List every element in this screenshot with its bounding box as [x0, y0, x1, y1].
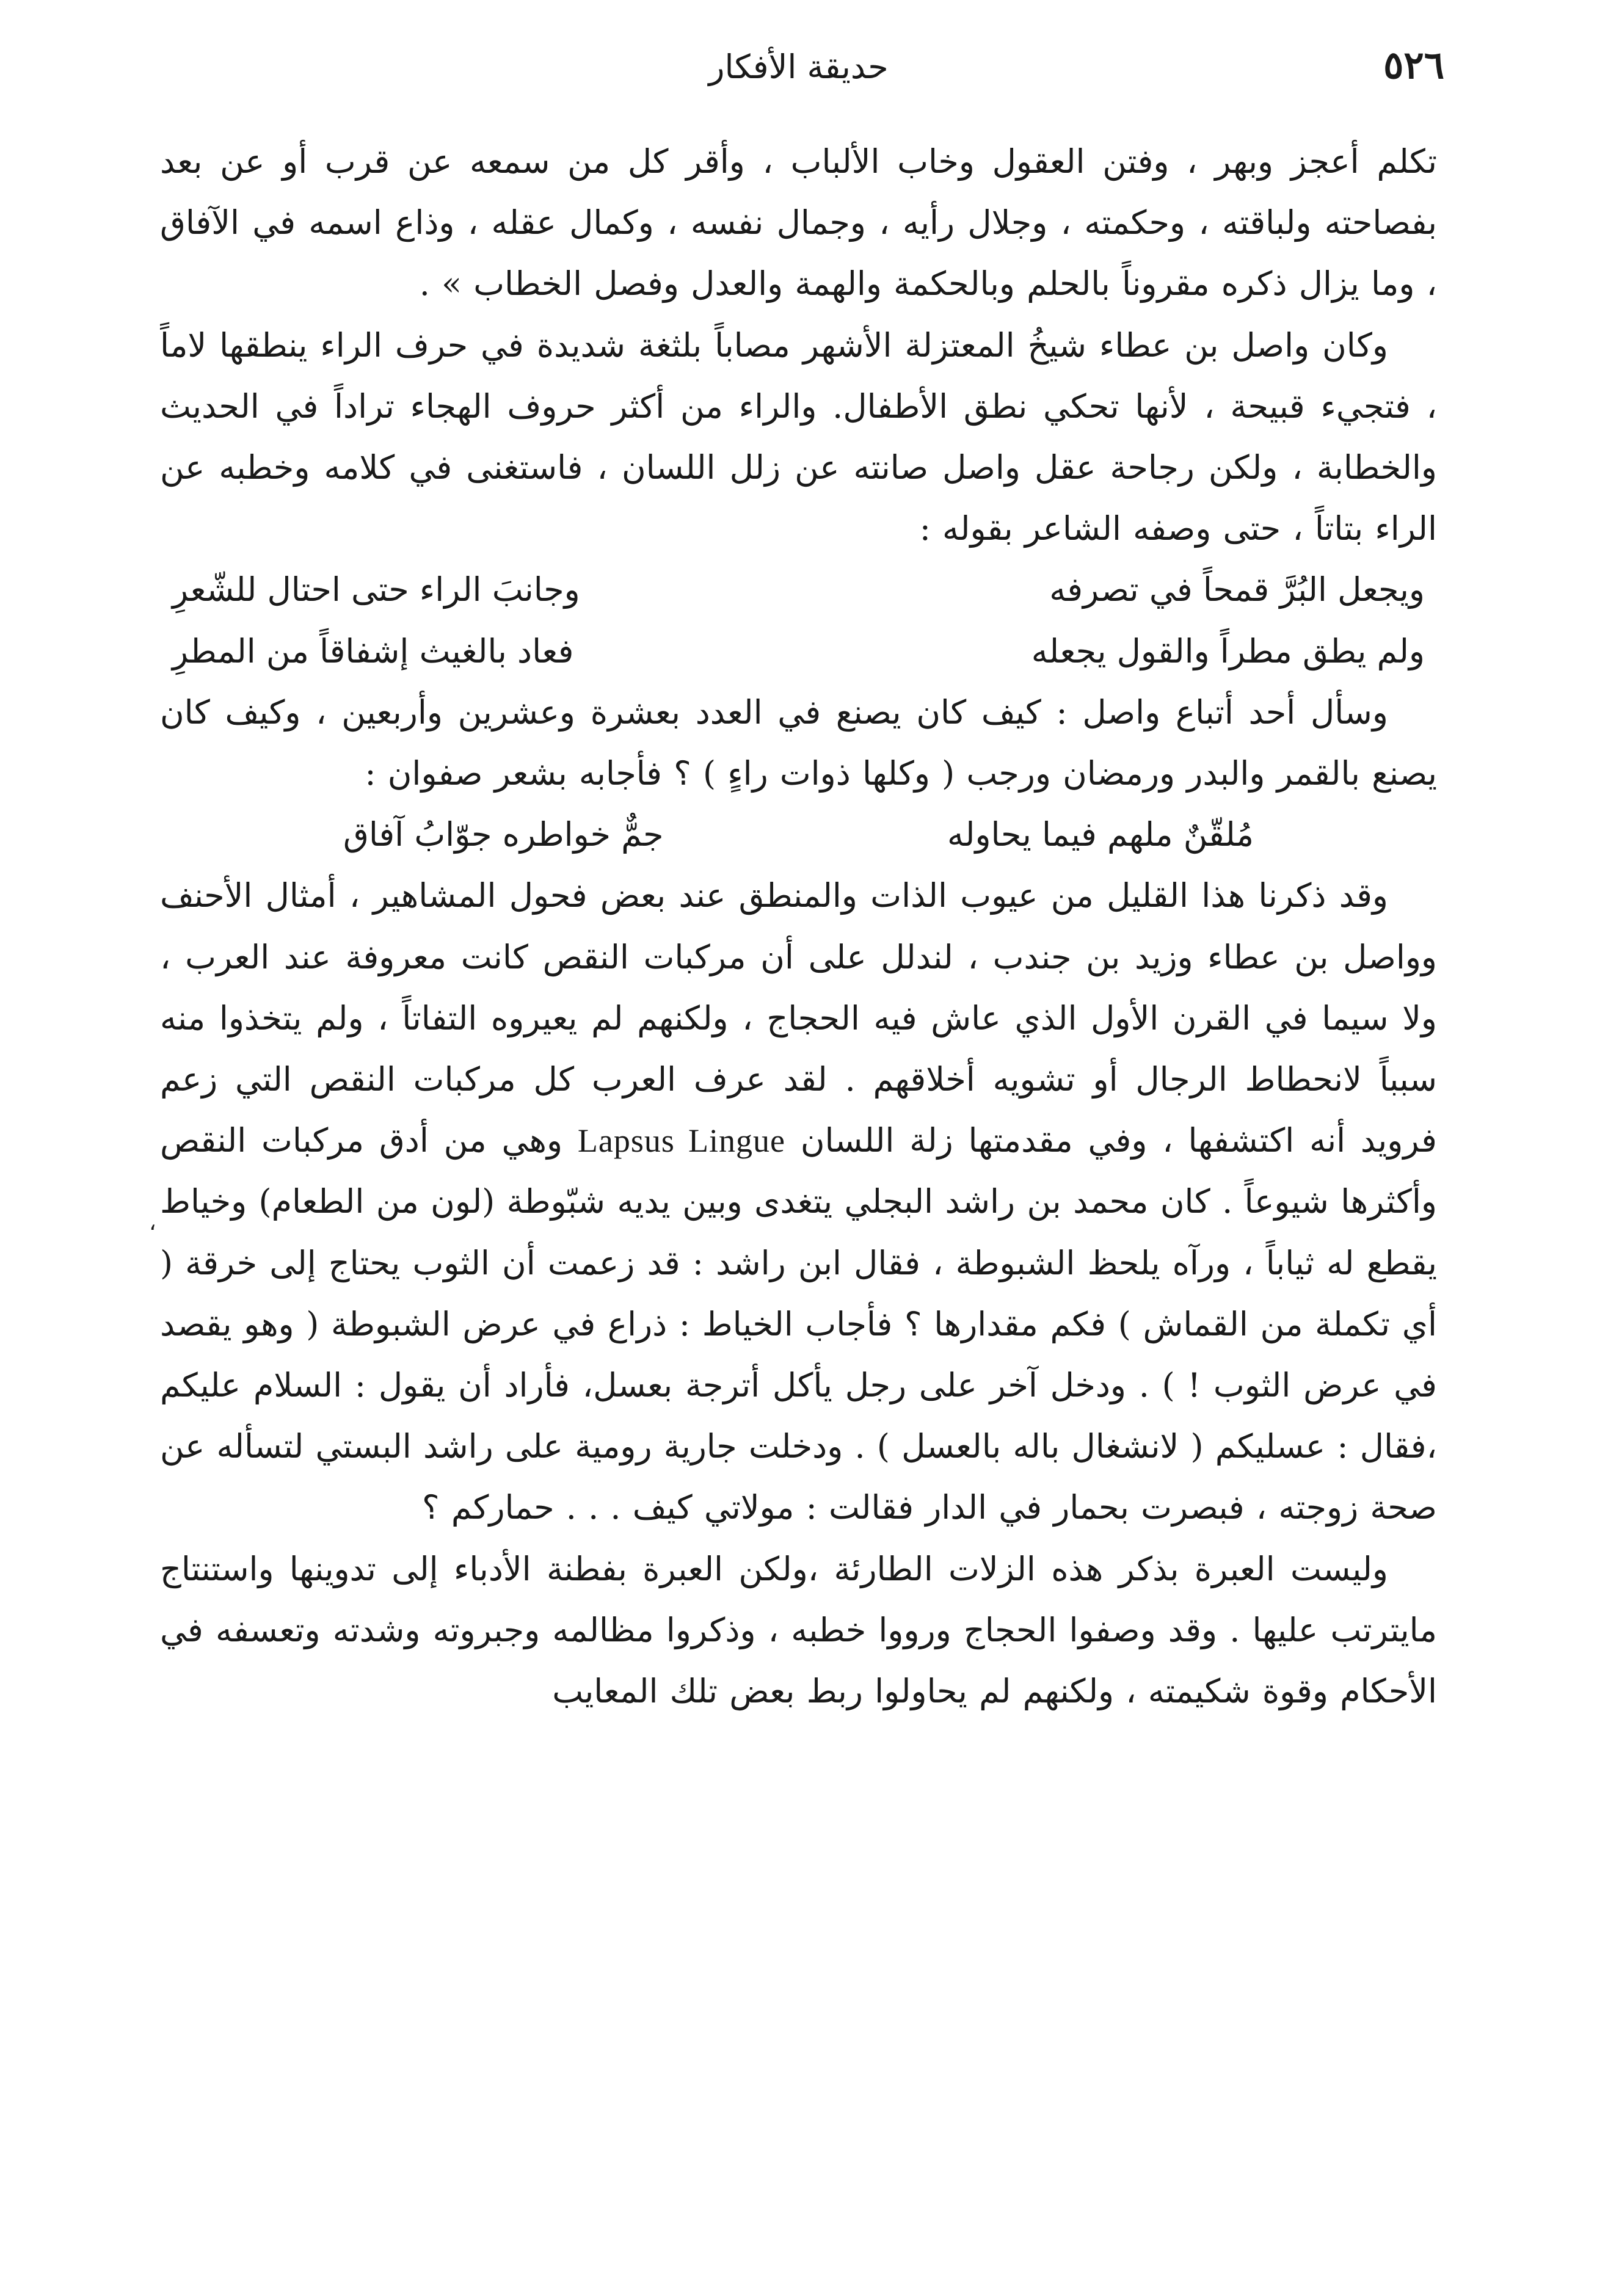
- verse-1-second-hemistich: وجانبَ الراء حتى احتال للشّعرِ: [172, 570, 580, 609]
- paragraph-4: [160, 865, 1437, 1538]
- paragraph-3: وسأل أحد أتباع واصل : كيف كان يصنع في العدد بعشرة وعشرين وأربعين ، وكيف كان يصنع بالقمر والبدر ورمضان ورجب ( وكلها ذوات راءٍ ) ؟ فأجابه بشعر صفوان :: [160, 692, 1437, 793]
- paragraph-4-continuation: وهي من أدق مركبات النقص وأكثرها شيوعاً . كان محمد بن راشد البجلي يتغدى وبين يديه شبّوطة (لون من الطعام) وخياط يقطع له ثياباً ، ورآه يلحظ الشبوطة ، فقال ابن راشد : قد زعمت أن الثوب يحتاج إلى خرقة ( أي تكملة من القماش ) فكم مقدارها ؟ فأجاب الخياط : ذراع في عرض الشبوطة ( وهو يقصد في عرض الثوب ! ) . ودخل آخر على رجل يأكل أترجة بعسل، فأراد أن يقول : السلام عليكم ،فقال : عسليكم ( لانشغال باله بالعسل ) . ودخلت جارية رومية على راشد البستي لتسأله عن صحة زوجته ، فبصرت بحمار في الدار فقالت : مولاتي كيف . . . حماركم ؟: [160, 1121, 1437, 1527]
- page-number: ٥٢٦: [1383, 43, 1444, 87]
- paragraph-5: وليست العبرة بذكر هذه الزلات الطارئة ،ولكن العبرة بفطنة الأدباء إلى تدوينها واستنتاج مايترتب عليها . وقد وصفوا الحجاج ورووا خطبه ، وذكروا مظالمه وجبروته وشدته وتعسفه في الأحكام وقوة شكيمته ، ولكنهم لم يحاولوا ربط بعض تلك المعايب: [160, 1549, 1437, 1711]
- page-body: [160, 131, 1437, 2269]
- margin-mark: ،: [149, 1210, 156, 1235]
- paragraph-1: تكلم أعجز وبهر ، وفتن العقول وخاب الألباب ، وأقر كل من سمعه عن قرب أو عن بعد بفصاحته ولباقته ، وحكمته ، وجلال رأيه ، وجمال نفسه ، وكمال عقله ، وذاع اسمه في الآفاق ، وما يزال ذكره مقروناً بالحلم وبالحكمة والهمة والعدل وفصل الخطاب » .: [160, 142, 1437, 303]
- verse-line-1: [160, 559, 1437, 620]
- paragraph-2: وكان واصل بن عطاء شيخُ المعتزلة الأشهر مصاباً بلثغة شديدة في حرف الراء ينطقها لاماً ، فتجيء قبيحة ، لأنها تحكي نطق الأطفال. والراء من أكثر حروف الهجاء تراداً في الحديث والخطابة ، ولكن رجاحة عقل واصل صانته عن زلل اللسان ، فاستغنى في كلامه وخطبه عن الراء بتاتاً ، حتى وصفه الشاعر بقوله :: [160, 325, 1437, 548]
- verse-3-first-hemistich: مُلقّنٌ ملهم فيما يحاوله: [947, 815, 1254, 854]
- page-header: [153, 43, 1444, 110]
- verse-2-second-hemistich: فعاد بالغيث إشفاقاً من المطرِ: [172, 631, 574, 670]
- verse-2-first-hemistich: ولم يطق مطراً والقول يجعله: [1031, 631, 1425, 670]
- verse-1-first-hemistich: ويجعل البُرَّ قمحاً في تصرفه: [1049, 570, 1425, 609]
- paragraph-4-text: وقد ذكرنا هذا القليل من عيوب الذات والمنطق عند بعض فحول المشاهير ، أمثال الأحنف وواصل بن عطاء وزيد بن جندب ، لندلل على أن مركبات النقص كانت معروفة عند العرب ، ولا سيما في القرن الأول الذي عاش فيه الحجاج ، ولكنهم لم يعيروه التفاتاً ، ولم يتخذوا منه سبباً لانحطاط الرجال أو تشويه أخلاقهم . لقد عرف العرب كل مركبات النقص التي زعم فرويد أنه اكتشفها ، وفي مقدمتها زلة اللسان: [160, 876, 1437, 1160]
- verse-line-2: [160, 621, 1437, 682]
- running-title: حديقة الأفكار: [708, 48, 889, 86]
- latin-term: Lapsus Lingue: [577, 1122, 785, 1160]
- verse-line-3: [160, 804, 1437, 865]
- verse-3-second-hemistich: جمٌّ خواطره جوّابُ آفاق: [343, 815, 664, 854]
